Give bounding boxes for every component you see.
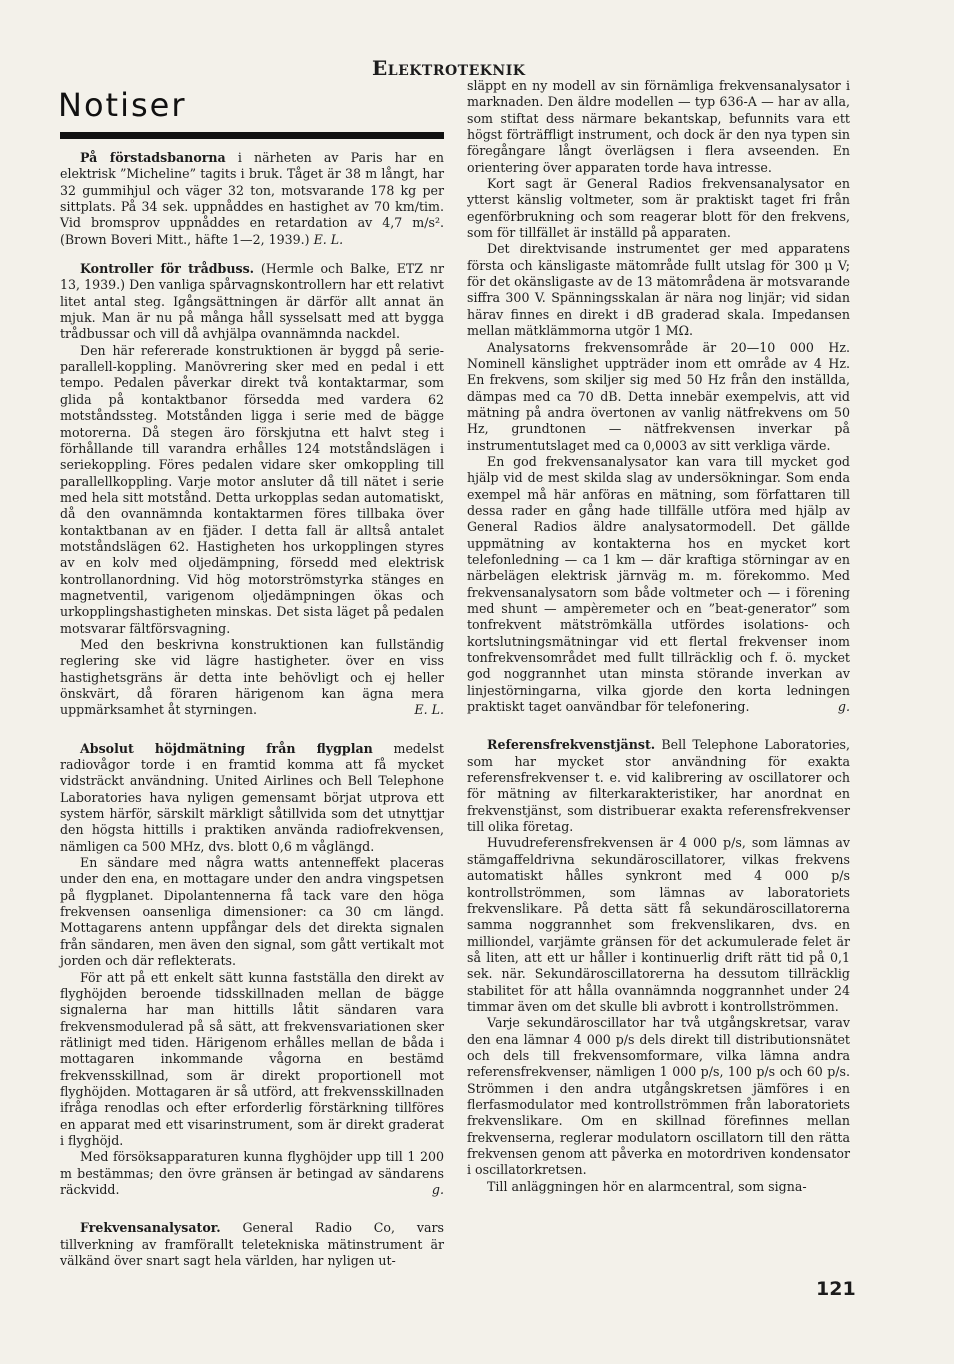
- page-title: Notiser: [58, 86, 187, 124]
- article-heading: Absolut höjdmätning från flygplan: [80, 740, 373, 756]
- article-text: i närheten av Paris har en elektrisk ”Micheline” tagits i bruk. Tåget är 38 m långt, har 32 gummihjul och väger 32 ton, motsvarande 178 kg per sittplats. På 34 sek. uppnåddes en hastighet av 70 km/tim. Vid bromsprov uppnåddes en retardation av 4,7 m/s². (Brown Boveri Mitt., häfte 1—2, 1939.): [60, 150, 444, 247]
- paragraph: [60, 1149, 444, 1198]
- signature: g.: [431, 1181, 444, 1197]
- article-text: Med den beskrivna konstruktionen kan fullständig reglering ske vid lägre hastigheter. över en viss hastighetsgräns är detta inte behövligt och ej heller önskvärt, då föraren härigenom kan ägna mera uppmärksamhet åt styrningen.: [60, 636, 444, 718]
- signature: g.: [837, 699, 850, 715]
- article-text: (Hermle och Balke, ETZ nr 13, 1939.) Den vanliga spårvagnskontrollern har ett relativt litet antal steg. Igångsättningen är därför allt annat än mjuk. Man är nu på många håll sysselsatt med att bygga trådbussar och vill då avhjälpa ovannämnda nackdel.: [60, 261, 444, 342]
- page-number: 121: [816, 1278, 856, 1300]
- article-text: medelst radiovågor torde i en framtid komma att få mycket vidsträckt användning. United Airlines och Bell Telephone Laboratories hava nyligen gemensamt börjat utprova ett system härför, särskilt märkligt såtillvida som det utnyttjar den högsta hittills i praktiken använda radiofrekvensen, nämligen ca 500 MHz, dvs. blott 0,6 m våglängd.: [60, 740, 444, 854]
- section-label: Elektroteknik: [372, 56, 526, 80]
- paragraph: [467, 454, 850, 716]
- article-text: En god frekvensanalysator kan vara till mycket god hjälp vid de mest skilda slag av undersökningar. Som enda exempel må här anföras en mätning, som författaren till dessa rader en gång hade tillfälle utföra med hjälp av General Radios äldre analysatormodell. Det gällde uppmätning av kontakterna hos en mycket kort telefonledning — ca 1 km — där kraftiga störningar av en närbelägen elektrisk järnväg m. m. förekommo. Med frekvensanalysatorn som både voltmeter och — i förening med shunt — ampèremeter och en ”beat-generator” som tonfrekvent mätströmkälla utfördes isolations- och kortslutningsmätningar vid ett flertal frekvenser inom tonfrekvensområdet med fullt tillräcklig och f. ö. mycket god noggrannhet utan minsta störande inverkan av linjestörningarna, vilka gjorde den korta ledningen praktiskt taget oanvändbar för telefonering.: [467, 453, 850, 715]
- paragraph: Till anläggningen hör en alarmcentral, som signa-: [487, 1178, 807, 1194]
- article-heading: Kontroller för trådbuss.: [80, 261, 255, 277]
- article-heading: Referensfrekvenstjänst.: [487, 737, 656, 753]
- article-text: General Radio Co, vars tillverkning av framförallt teletekniska mätinstrument är välkänd över snart sagt hela världen, har nyligen ut-: [60, 1220, 444, 1268]
- article-tradbuss: [60, 261, 444, 343]
- paragraph: För att på ett enkelt sätt kunna fastställa den direkt av flyghöjden beroende tidsskillnaden mellan de bägge signalerna har man hittills låtit sändaren vara frekvensmodulerad på så sätt, att frekvensvariationen sker rätlinigt med tiden. Härigenom erhålles mellan de båda i mottagaren inkommande vågorna en bestämd frekvensskillnad, som är direkt proportionell mot flyghöjden. Mottagaren är så utförd, att frekvensskillnaden ifråga renodlas och efter erforderlig förstärkning tillföres en apparat med ett visarinstrument, som är direkt graderat i flyghöjd.: [60, 969, 444, 1148]
- article-frekvensanalysator: [60, 1220, 444, 1269]
- article-heading: På förstadsbanorna: [80, 150, 226, 165]
- paragraph: Kort sagt är General Radios frekvensanalysator en ytterst känslig voltmeter, som är praktiskt taget fri från egenförbrukning och som reagerar blott för den frekvens, som för tillfället är inställd på apparaten.: [467, 176, 850, 241]
- article-micheline: [60, 150, 444, 248]
- article-referensfrekvens: [467, 737, 850, 835]
- article-hojdmatning: [60, 741, 444, 855]
- left-column: [60, 150, 444, 1269]
- paragraph: Det direktvisande instrumentet ger med apparatens första och känsligaste mätområde fullt utslag för 300 μ V; för det okänsligaste av de 13 mätområdena är motsvarande siffra 300 V. Spänningsskalan är nära nog linjär; vid sidan härav finnes en direkt i dB graderad skala. Impedansen mellan mätklämmorna utgör 1 MΩ.: [467, 241, 850, 339]
- signature: E. L.: [414, 702, 444, 718]
- right-column: [467, 78, 850, 1195]
- paragraph: [60, 637, 444, 719]
- paragraph: Analysatorns frekvensområde är 20—10 000 Hz. Nominell känslighet uppträder inom ett område av 4 Hz. En frekvens, som skiljer sig med 50 Hz från den inställda, dämpas med ca 70 dB. Detta innebär exempelvis, att vid mätning på andra övertonen av vanlig nätfrekvens om 50 Hz, grundtonen — nätfrekvensen inverkar på instrumentutslaget med ca 0,0003 av sitt verkliga värde.: [467, 339, 850, 453]
- paragraph: släppt en ny modell av sin förnämliga frekvensanalysator i marknaden. Den äldre modellen — typ 636-A — har av alla, som stiftat dess närmare bekantskap, befunnits vara ett högst förträffligt instrument, och dock är den nya typen sin föregångare långt överlägsen i flera avseenden. En orientering över apparaten torde hava intresse.: [467, 78, 850, 175]
- title-rule: [60, 132, 444, 139]
- paragraph: Varje sekundäroscillator har två utgångskretsar, varav den ena lämnar 4 000 p/s dels direkt till distributionsnätet och dels till frekvensomformare, vilka lämna andra referensfrekvenser, nämligen 1 000 p/s, 100 p/s och 60 p/s. Strömmen i den andra utgångskretsen jämföres i en flerfasmodulator med kontrollströmmen från laboratoriets frekvenslikare. Om en skillnad förefinnes mellan frekvenserna, reglerar modulatorn oscillatorn till den rätta frekvensen genom att påverka en motordriven kondensator i oscillatorkretsen.: [467, 1015, 850, 1178]
- paragraph: Huvudreferensfrekvensen är 4 000 p/s, som lämnas av stämgaffeldrivna sekundäroscillatorer, vilkas frekvens automatiskt hålles synkront med 4 000 p/s kontrollströmmen, som lämnas av laboratoriets frekvenslikare. På detta sätt få sekundäroscillatorerna samma noggrannhet som frekvenslikaren, dvs. en milliondel, varjämte gränsen för det ackumulerade felet är så liten, att ett ur håller i kontinuerlig drift rätt tid på 0,1 sek. när. Sekundäroscillatorerna ha dessutom tillräcklig stabilitet för att hålla ovannämnda noggrannhet under 24 timmar även om det skulle bli avbrott i kontrollströmmen.: [467, 835, 850, 1014]
- article-text: Bell Telephone Laboratories, som har mycket stor användning för exakta referensfrekvenser t. e. vid kalibrering av oscillatorer och för mätning av filterkarakteristiker, har anordnat en frekvenstjänst, som distribuerar exakta referensfrekvenser till olika företag.: [467, 737, 850, 835]
- paragraph: En sändare med några watts antenneffekt placeras under den ena, en mottagare under den andra vingspetsen på flygplanet. Dipolantennerna få tack vare den höga frekvensen oansenliga dimensioner: ca 30 cm längd. Mottagarens antenn uppfångar dels det direkta signalen från sändaren, men även den signal, som gått vertikalt mot jorden och där reflekterats.: [60, 855, 444, 969]
- article-heading: Frekvensanalysator.: [80, 1220, 221, 1236]
- paragraph: Den här refererade konstruktionen är byggd på serie-parallell-koppling. Manövrering sker med en pedal i ett tempo. Pedalen påverkar direkt två kontaktarmar, som glida på kontaktbanor försedda med vardera 62 motståndssteg. Motstånden ligga i serie med de bägge motorerna. Då stegen äro förskjutna ett halvt steg i förhållande till varandra erhålles 124 motståndslägen i seriekoppling. Föres pedalen vidare sker omkoppling till parallellkoppling. Varje motor ansluter då till nätet i serie med hela sitt motstånd. Detta urkopplas sedan automatiskt, då den ovannämnda kontaktarmen föres tillbaka över kontaktbanan av en fjäder. I detta fall är alltså antalet motståndslägen 62. Hastigheten hos urkopplingen styres av en kolv med oljedämpning, försedd med elektrisk kontrollanordning. Vid hög motorströmstyrka stänges en magnetventil, varigenom oljedämpningen ökas och urkopplingshastigheten minskas. Det sista läget på pedalen motsvarar fältförsvagning.: [60, 342, 444, 636]
- signature: E. L.: [313, 231, 344, 247]
- article-text: Med försöksapparaturen kunna flyghöjder upp till 1 200 m bestämmas; den övre gränsen är betingad av sändarens räckvidd.: [60, 1149, 444, 1197]
